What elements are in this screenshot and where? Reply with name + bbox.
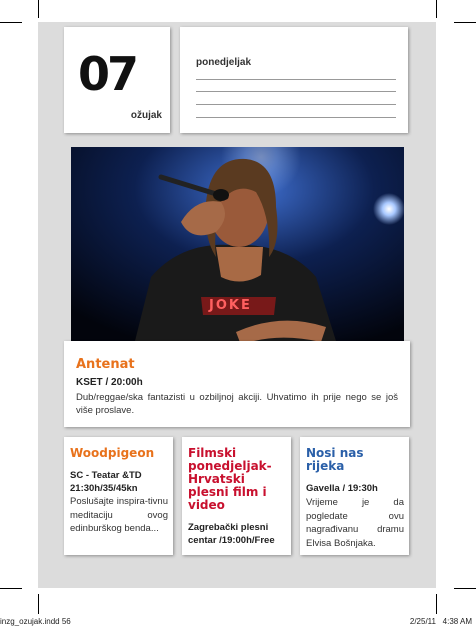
footer-filename: inzg_ozujak.indd 56 [0, 617, 71, 626]
event-venue: Zagrebački plesni centar /19:00h/Free [188, 522, 275, 546]
shirt-print: JOKE [209, 298, 252, 313]
feature-description: Dub/reggae/ska fantazisti u ozbiljnoj akciji. Uhvatimo ih prije nego se još više proslave. [76, 392, 398, 416]
crop-mark [38, 594, 39, 614]
note-line [196, 104, 396, 105]
event-description: Vrijeme je da pogledate ovu nagrađivanu dramu Elvisa Bošnjaka. [306, 497, 404, 549]
date-month: ožujak [130, 110, 162, 121]
event-title: Woodpigeon [70, 446, 155, 460]
date-day: 07 [78, 47, 137, 101]
event-title: Filmski ponedjeljak- Hrvatski plesni film i video [188, 446, 272, 512]
event-venue: SC - Teatar &TD 21:30h/35/45kn [70, 470, 142, 494]
feature-title: Antenat [76, 357, 135, 372]
event-venue: Gavella / 19:30h [306, 483, 378, 494]
event-card-woodpigeon [64, 437, 173, 555]
event-card-filmski [182, 437, 291, 555]
crop-mark [454, 588, 476, 589]
date-card [64, 27, 170, 133]
crop-mark [38, 0, 39, 18]
feature-event-card [64, 341, 410, 427]
crop-mark [0, 22, 22, 23]
concert-photo [71, 147, 404, 357]
crop-mark [436, 594, 437, 614]
event-description: Poslušajte inspira-tivnu meditaciju ovog edinburškog benda... [70, 496, 168, 534]
note-line [196, 117, 396, 118]
event-card-nosi-nas-rijeka [300, 437, 409, 555]
footer-timestamp: 2/25/11 4:38 AM [409, 617, 472, 626]
crop-mark [436, 0, 437, 18]
note-line [196, 79, 396, 80]
feature-venue: KSET / 20:00h [76, 377, 143, 388]
notes-card [180, 27, 408, 133]
crop-mark [0, 588, 22, 589]
weekday-label: ponedjeljak [196, 57, 252, 68]
singer-illustration [71, 147, 404, 357]
note-line [196, 91, 396, 92]
crop-mark [454, 22, 476, 23]
event-title: Nosi nas rijeka [306, 446, 364, 473]
